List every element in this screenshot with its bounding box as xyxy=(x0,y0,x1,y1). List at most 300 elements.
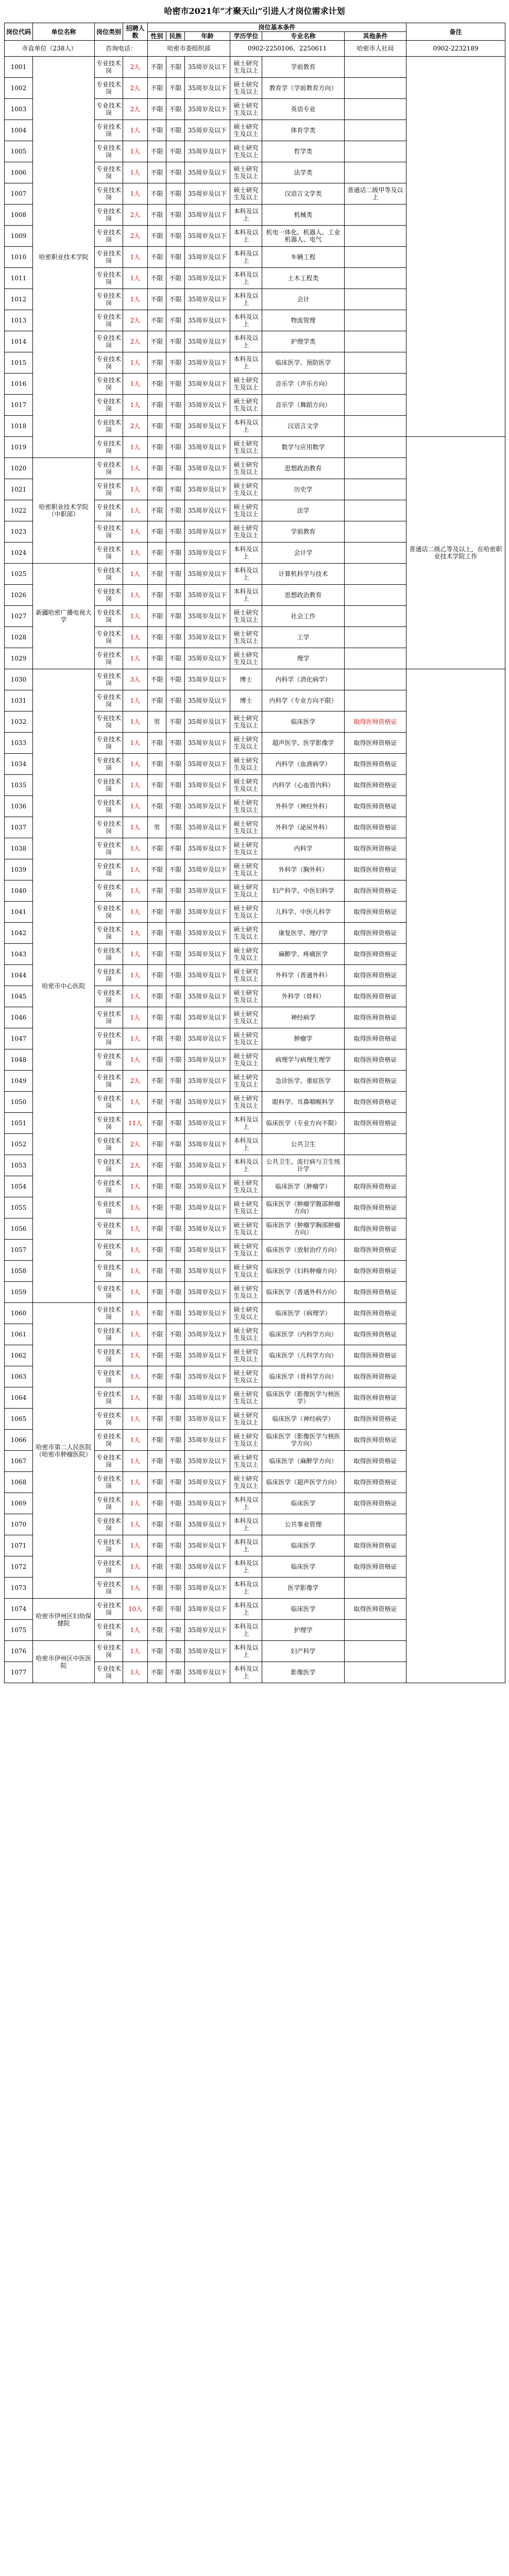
position-type: 专业技术岗 xyxy=(95,1007,123,1028)
headcount: 1人 xyxy=(123,1324,148,1345)
headcount: 1人 xyxy=(123,437,148,458)
unit-name: 哈密市第二人民医院（哈密市肿瘤医院） xyxy=(33,1303,95,1599)
headcount: 1人 xyxy=(123,1282,148,1303)
position-code: 1071 xyxy=(5,1535,33,1556)
ethnic-requirement: 不限 xyxy=(166,648,185,669)
other-conditions: 取得医师资格证 xyxy=(345,1472,406,1493)
age-requirement: 35周岁及以下 xyxy=(185,479,230,500)
headcount: 1人 xyxy=(123,500,148,521)
section-phone-label: 咨询电话： xyxy=(95,41,148,57)
position-type: 专业技术岗 xyxy=(95,268,123,289)
table-row xyxy=(5,669,505,690)
header-ethnic: 民族 xyxy=(166,32,185,41)
position-code: 1022 xyxy=(5,500,33,521)
position-type: 专业技术岗 xyxy=(95,1028,123,1049)
headcount: 1人 xyxy=(123,1366,148,1387)
headcount: 1人 xyxy=(123,648,148,669)
position-type: 专业技术岗 xyxy=(95,944,123,965)
position-type: 专业技术岗 xyxy=(95,627,123,648)
other-conditions xyxy=(345,1578,406,1599)
other-conditions xyxy=(345,1641,406,1662)
education-requirement: 硕士研究生及以上 xyxy=(230,1240,262,1261)
position-code: 1067 xyxy=(5,1451,33,1472)
position-type: 专业技术岗 xyxy=(95,205,123,226)
age-requirement: 35周岁及以下 xyxy=(185,437,230,458)
position-type: 专业技术岗 xyxy=(95,1155,123,1176)
age-requirement: 35周岁及以下 xyxy=(185,543,230,564)
position-code: 1007 xyxy=(5,183,33,205)
remark xyxy=(406,57,505,437)
major-name: 学前教育 xyxy=(262,57,345,78)
headcount: 1人 xyxy=(123,986,148,1007)
other-conditions: 取得医师资格证 xyxy=(345,923,406,944)
position-code: 1042 xyxy=(5,923,33,944)
position-code: 1008 xyxy=(5,205,33,226)
major-name: 临床医学（超声医学方向） xyxy=(262,1472,345,1493)
major-name: 临床医学 xyxy=(262,1556,345,1578)
position-type: 专业技术岗 xyxy=(95,331,123,352)
education-requirement: 硕士研究生及以上 xyxy=(230,923,262,944)
position-type: 专业技术岗 xyxy=(95,1134,123,1155)
education-requirement: 硕士研究生及以上 xyxy=(230,120,262,141)
education-requirement: 硕士研究生及以上 xyxy=(230,437,262,458)
ethnic-requirement: 不限 xyxy=(166,458,185,479)
headcount: 1人 xyxy=(123,352,148,374)
age-requirement: 35周岁及以下 xyxy=(185,1556,230,1578)
other-conditions: 取得医师资格证 xyxy=(345,1366,406,1387)
gender-requirement: 不限 xyxy=(148,310,166,331)
other-conditions xyxy=(345,331,406,352)
position-code: 1037 xyxy=(5,817,33,838)
gender-requirement: 不限 xyxy=(148,585,166,606)
age-requirement: 35周岁及以下 xyxy=(185,226,230,247)
ethnic-requirement: 不限 xyxy=(166,1493,185,1514)
position-code: 1049 xyxy=(5,1071,33,1092)
major-name: 临床医学（病理学） xyxy=(262,1303,345,1324)
other-conditions xyxy=(345,352,406,374)
position-code: 1057 xyxy=(5,1240,33,1261)
age-requirement: 35周岁及以下 xyxy=(185,648,230,669)
headcount: 2人 xyxy=(123,331,148,352)
section-org-name: 哈密市委组织部 xyxy=(148,41,230,57)
ethnic-requirement: 不限 xyxy=(166,902,185,923)
education-requirement: 博士 xyxy=(230,690,262,711)
ethnic-requirement: 不限 xyxy=(166,627,185,648)
ethnic-requirement: 不限 xyxy=(166,923,185,944)
headcount: 2人 xyxy=(123,1155,148,1176)
headcount: 1人 xyxy=(123,1556,148,1578)
header-gender: 性别 xyxy=(148,32,166,41)
ethnic-requirement: 不限 xyxy=(166,1472,185,1493)
position-code: 1002 xyxy=(5,78,33,99)
position-type: 专业技术岗 xyxy=(95,183,123,205)
ethnic-requirement: 不限 xyxy=(166,120,185,141)
headcount: 1人 xyxy=(123,543,148,564)
education-requirement: 本科及以上 xyxy=(230,205,262,226)
position-type: 专业技术岗 xyxy=(95,479,123,500)
gender-requirement: 不限 xyxy=(148,1620,166,1641)
age-requirement: 35周岁及以下 xyxy=(185,1155,230,1176)
gender-requirement: 不限 xyxy=(148,965,166,986)
position-code: 1020 xyxy=(5,458,33,479)
age-requirement: 35周岁及以下 xyxy=(185,1324,230,1345)
age-requirement: 35周岁及以下 xyxy=(185,1409,230,1430)
headcount: 1人 xyxy=(123,838,148,859)
ethnic-requirement: 不限 xyxy=(166,141,185,162)
education-requirement: 本科及以上 xyxy=(230,416,262,437)
remark: 普通话二级乙等及以上，在哈密职业技术学院工作 xyxy=(406,437,505,669)
gender-requirement: 不限 xyxy=(148,226,166,247)
major-name: 内科学 xyxy=(262,838,345,859)
other-conditions xyxy=(345,226,406,247)
age-requirement: 35周岁及以下 xyxy=(185,1430,230,1451)
position-type: 专业技术岗 xyxy=(95,1176,123,1197)
other-conditions: 取得医师资格证 xyxy=(345,1324,406,1345)
gender-requirement: 不限 xyxy=(148,775,166,796)
major-name: 临床医学（专业方向不限） xyxy=(262,1113,345,1134)
headcount: 1人 xyxy=(123,141,148,162)
headcount: 1人 xyxy=(123,1240,148,1261)
age-requirement: 35周岁及以下 xyxy=(185,1218,230,1240)
position-code: 1045 xyxy=(5,986,33,1007)
gender-requirement: 不限 xyxy=(148,374,166,395)
major-name: 历史学 xyxy=(262,479,345,500)
ethnic-requirement: 不限 xyxy=(166,965,185,986)
major-name: 肿瘤学 xyxy=(262,1028,345,1049)
major-name: 临床医学 xyxy=(262,711,345,733)
gender-requirement: 不限 xyxy=(148,1472,166,1493)
headcount: 1人 xyxy=(123,395,148,416)
other-conditions xyxy=(345,437,406,458)
headcount: 1人 xyxy=(123,775,148,796)
age-requirement: 35周岁及以下 xyxy=(185,859,230,880)
gender-requirement: 不限 xyxy=(148,1071,166,1092)
education-requirement: 硕士研究生及以上 xyxy=(230,57,262,78)
header-code: 岗位代码 xyxy=(5,23,33,41)
other-conditions: 取得医师资格证 xyxy=(345,1197,406,1218)
age-requirement: 35周岁及以下 xyxy=(185,754,230,775)
age-requirement: 35周岁及以下 xyxy=(185,902,230,923)
major-name: 体育学类 xyxy=(262,120,345,141)
position-code: 1039 xyxy=(5,859,33,880)
other-conditions: 取得医师资格证 xyxy=(345,1409,406,1430)
gender-requirement: 不限 xyxy=(148,57,166,78)
age-requirement: 35周岁及以下 xyxy=(185,690,230,711)
headcount: 1人 xyxy=(123,268,148,289)
position-code: 1016 xyxy=(5,374,33,395)
other-conditions: 取得医师资格证 xyxy=(345,1599,406,1620)
position-type: 专业技术岗 xyxy=(95,859,123,880)
position-code: 1076 xyxy=(5,1641,33,1662)
headcount: 1人 xyxy=(123,711,148,733)
major-name: 内科学（专业方向不限） xyxy=(262,690,345,711)
education-requirement: 本科及以上 xyxy=(230,1556,262,1578)
position-code: 1004 xyxy=(5,120,33,141)
gender-requirement: 不限 xyxy=(148,1409,166,1430)
other-conditions: 取得医师资格证 xyxy=(345,1218,406,1240)
headcount: 1人 xyxy=(123,458,148,479)
major-name: 儿科学、中医儿科学 xyxy=(262,902,345,923)
ethnic-requirement: 不限 xyxy=(166,690,185,711)
position-type: 专业技术岗 xyxy=(95,1092,123,1113)
gender-requirement: 不限 xyxy=(148,986,166,1007)
headcount: 10人 xyxy=(123,1599,148,1620)
other-conditions xyxy=(345,268,406,289)
other-conditions: 取得医师资格证 xyxy=(345,1451,406,1472)
position-code: 1003 xyxy=(5,99,33,120)
gender-requirement: 不限 xyxy=(148,120,166,141)
gender-requirement: 不限 xyxy=(148,268,166,289)
ethnic-requirement: 不限 xyxy=(166,880,185,902)
age-requirement: 35周岁及以下 xyxy=(185,796,230,817)
other-conditions: 取得医师资格证 xyxy=(345,1282,406,1303)
headcount: 1人 xyxy=(123,374,148,395)
headcount: 1人 xyxy=(123,859,148,880)
age-requirement: 35周岁及以下 xyxy=(185,606,230,627)
position-code: 1068 xyxy=(5,1472,33,1493)
ethnic-requirement: 不限 xyxy=(166,395,185,416)
ethnic-requirement: 不限 xyxy=(166,543,185,564)
age-requirement: 35周岁及以下 xyxy=(185,247,230,268)
gender-requirement: 不限 xyxy=(148,1641,166,1662)
position-code: 1021 xyxy=(5,479,33,500)
headcount: 1人 xyxy=(123,796,148,817)
other-conditions xyxy=(345,521,406,543)
position-code: 1046 xyxy=(5,1007,33,1028)
headcount: 2人 xyxy=(123,205,148,226)
ethnic-requirement: 不限 xyxy=(166,669,185,690)
headcount: 1人 xyxy=(123,1451,148,1472)
position-code: 1024 xyxy=(5,543,33,564)
position-type: 专业技术岗 xyxy=(95,1324,123,1345)
position-code: 1031 xyxy=(5,690,33,711)
headcount: 2人 xyxy=(123,1071,148,1092)
headcount: 1人 xyxy=(123,564,148,585)
education-requirement: 硕士研究生及以上 xyxy=(230,395,262,416)
age-requirement: 35周岁及以下 xyxy=(185,99,230,120)
major-name: 临床医学（儿科学方向） xyxy=(262,1345,345,1366)
age-requirement: 35周岁及以下 xyxy=(185,1049,230,1071)
major-name: 内科学（消化病学） xyxy=(262,669,345,690)
gender-requirement: 不限 xyxy=(148,880,166,902)
position-code: 1035 xyxy=(5,775,33,796)
major-name: 临床医学（影像医学与核医学方向） xyxy=(262,1430,345,1451)
age-requirement: 35周岁及以下 xyxy=(185,1387,230,1409)
education-requirement: 硕士研究生及以上 xyxy=(230,183,262,205)
major-name: 临床医学（影像医学与核医学） xyxy=(262,1387,345,1409)
position-code: 1072 xyxy=(5,1556,33,1578)
major-name: 汉语言文学 xyxy=(262,416,345,437)
education-requirement: 本科及以上 xyxy=(230,1155,262,1176)
gender-requirement: 不限 xyxy=(148,437,166,458)
recruitment-table xyxy=(4,23,505,1683)
ethnic-requirement: 不限 xyxy=(166,1409,185,1430)
age-requirement: 35周岁及以下 xyxy=(185,775,230,796)
gender-requirement: 不限 xyxy=(148,1387,166,1409)
education-requirement: 本科及以上 xyxy=(230,1514,262,1535)
education-requirement: 本科及以上 xyxy=(230,564,262,585)
gender-requirement: 不限 xyxy=(148,289,166,310)
major-name: 思想政治教育 xyxy=(262,458,345,479)
ethnic-requirement: 不限 xyxy=(166,1028,185,1049)
education-requirement: 硕士研究生及以上 xyxy=(230,1387,262,1409)
gender-requirement: 不限 xyxy=(148,1535,166,1556)
ethnic-requirement: 不限 xyxy=(166,226,185,247)
gender-requirement: 不限 xyxy=(148,902,166,923)
gender-requirement: 不限 xyxy=(148,1113,166,1134)
gender-requirement: 不限 xyxy=(148,1197,166,1218)
unit-name: 哈密职业技术学院 xyxy=(33,57,95,458)
position-code: 1054 xyxy=(5,1176,33,1197)
other-conditions: 取得医师资格证 xyxy=(345,1345,406,1366)
ethnic-requirement: 不限 xyxy=(166,1599,185,1620)
age-requirement: 35周岁及以下 xyxy=(185,205,230,226)
position-code: 1013 xyxy=(5,310,33,331)
major-name: 会计 xyxy=(262,289,345,310)
ethnic-requirement: 不限 xyxy=(166,1261,185,1282)
position-type: 专业技术岗 xyxy=(95,1113,123,1134)
gender-requirement: 不限 xyxy=(148,458,166,479)
ethnic-requirement: 不限 xyxy=(166,1049,185,1071)
gender-requirement: 不限 xyxy=(148,733,166,754)
gender-requirement: 不限 xyxy=(148,1240,166,1261)
age-requirement: 35周岁及以下 xyxy=(185,521,230,543)
education-requirement: 硕士研究生及以上 xyxy=(230,141,262,162)
ethnic-requirement: 不限 xyxy=(166,310,185,331)
major-name: 临床医学 xyxy=(262,1493,345,1514)
ethnic-requirement: 不限 xyxy=(166,711,185,733)
age-requirement: 35周岁及以下 xyxy=(185,585,230,606)
major-name: 临床医学（内科学方向） xyxy=(262,1324,345,1345)
headcount: 1人 xyxy=(123,1261,148,1282)
position-type: 专业技术岗 xyxy=(95,162,123,183)
gender-requirement: 不限 xyxy=(148,1049,166,1071)
gender-requirement: 不限 xyxy=(148,648,166,669)
position-code: 1038 xyxy=(5,838,33,859)
other-conditions xyxy=(345,247,406,268)
position-code: 1018 xyxy=(5,416,33,437)
position-type: 专业技术岗 xyxy=(95,247,123,268)
age-requirement: 35周岁及以下 xyxy=(185,880,230,902)
headcount: 1人 xyxy=(123,1007,148,1028)
position-code: 1014 xyxy=(5,331,33,352)
gender-requirement: 不限 xyxy=(148,1218,166,1240)
major-name: 外科学（骨科） xyxy=(262,986,345,1007)
position-code: 1048 xyxy=(5,1049,33,1071)
position-code: 1027 xyxy=(5,606,33,627)
headcount: 1人 xyxy=(123,902,148,923)
education-requirement: 硕士研究生及以上 xyxy=(230,944,262,965)
ethnic-requirement: 不限 xyxy=(166,416,185,437)
ethnic-requirement: 不限 xyxy=(166,1071,185,1092)
education-requirement: 本科及以上 xyxy=(230,289,262,310)
major-name: 外科学（神经外科） xyxy=(262,796,345,817)
ethnic-requirement: 不限 xyxy=(166,944,185,965)
other-conditions xyxy=(345,648,406,669)
ethnic-requirement: 不限 xyxy=(166,57,185,78)
position-type: 专业技术岗 xyxy=(95,57,123,78)
other-conditions xyxy=(345,1134,406,1155)
education-requirement: 硕士研究生及以上 xyxy=(230,1430,262,1451)
age-requirement: 35周岁及以下 xyxy=(185,838,230,859)
other-conditions xyxy=(345,289,406,310)
headcount: 1人 xyxy=(123,1578,148,1599)
gender-requirement: 不限 xyxy=(148,754,166,775)
position-type: 专业技术岗 xyxy=(95,226,123,247)
other-conditions xyxy=(345,1155,406,1176)
education-requirement: 本科及以上 xyxy=(230,226,262,247)
major-name: 临床医学 xyxy=(262,1535,345,1556)
education-requirement: 本科及以上 xyxy=(230,585,262,606)
age-requirement: 35周岁及以下 xyxy=(185,1261,230,1282)
position-type: 专业技术岗 xyxy=(95,99,123,120)
position-type: 专业技术岗 xyxy=(95,838,123,859)
major-name: 神经病学 xyxy=(262,1007,345,1028)
education-requirement: 本科及以上 xyxy=(230,1493,262,1514)
age-requirement: 35周岁及以下 xyxy=(185,986,230,1007)
headcount: 1人 xyxy=(123,1218,148,1240)
headcount: 1人 xyxy=(123,1662,148,1683)
education-requirement: 硕士研究生及以上 xyxy=(230,1197,262,1218)
ethnic-requirement: 不限 xyxy=(166,352,185,374)
major-name: 临床医学（普通外科方向） xyxy=(262,1282,345,1303)
major-name: 内科学（血液病学） xyxy=(262,754,345,775)
headcount: 1人 xyxy=(123,1028,148,1049)
age-requirement: 35周岁及以下 xyxy=(185,1113,230,1134)
gender-requirement: 不限 xyxy=(148,796,166,817)
gender-requirement: 不限 xyxy=(148,500,166,521)
position-type: 专业技术岗 xyxy=(95,437,123,458)
major-name: 教育学（学前教育方向） xyxy=(262,78,345,99)
education-requirement: 本科及以上 xyxy=(230,1113,262,1134)
age-requirement: 35周岁及以下 xyxy=(185,352,230,374)
age-requirement: 35周岁及以下 xyxy=(185,1535,230,1556)
age-requirement: 35周岁及以下 xyxy=(185,183,230,205)
other-conditions: 取得医师资格证 xyxy=(345,796,406,817)
ethnic-requirement: 不限 xyxy=(166,331,185,352)
position-code: 1023 xyxy=(5,521,33,543)
other-conditions xyxy=(345,141,406,162)
position-type: 专业技术岗 xyxy=(95,120,123,141)
header-type: 岗位类别 xyxy=(95,23,123,41)
position-type: 专业技术岗 xyxy=(95,1409,123,1430)
gender-requirement: 不限 xyxy=(148,944,166,965)
other-conditions: 取得医师资格证 xyxy=(345,1430,406,1451)
position-type: 专业技术岗 xyxy=(95,986,123,1007)
other-conditions: 取得医师资格证 xyxy=(345,1261,406,1282)
gender-requirement: 不限 xyxy=(148,521,166,543)
gender-requirement: 不限 xyxy=(148,606,166,627)
position-code: 1065 xyxy=(5,1409,33,1430)
education-requirement: 硕士研究生及以上 xyxy=(230,78,262,99)
ethnic-requirement: 不限 xyxy=(166,986,185,1007)
major-name: 外科学（胸外科） xyxy=(262,859,345,880)
ethnic-requirement: 不限 xyxy=(166,1176,185,1197)
position-code: 1061 xyxy=(5,1324,33,1345)
position-type: 专业技术岗 xyxy=(95,310,123,331)
education-requirement: 硕士研究生及以上 xyxy=(230,754,262,775)
other-conditions: 取得医师资格证 xyxy=(345,1387,406,1409)
other-conditions xyxy=(345,458,406,479)
position-type: 专业技术岗 xyxy=(95,1472,123,1493)
education-requirement: 硕士研究生及以上 xyxy=(230,606,262,627)
position-type: 专业技术岗 xyxy=(95,500,123,521)
other-conditions: 取得医师资格证 xyxy=(345,754,406,775)
other-conditions: 取得医师资格证 xyxy=(345,986,406,1007)
gender-requirement: 不限 xyxy=(148,1493,166,1514)
position-type: 专业技术岗 xyxy=(95,78,123,99)
education-requirement: 硕士研究生及以上 xyxy=(230,1366,262,1387)
